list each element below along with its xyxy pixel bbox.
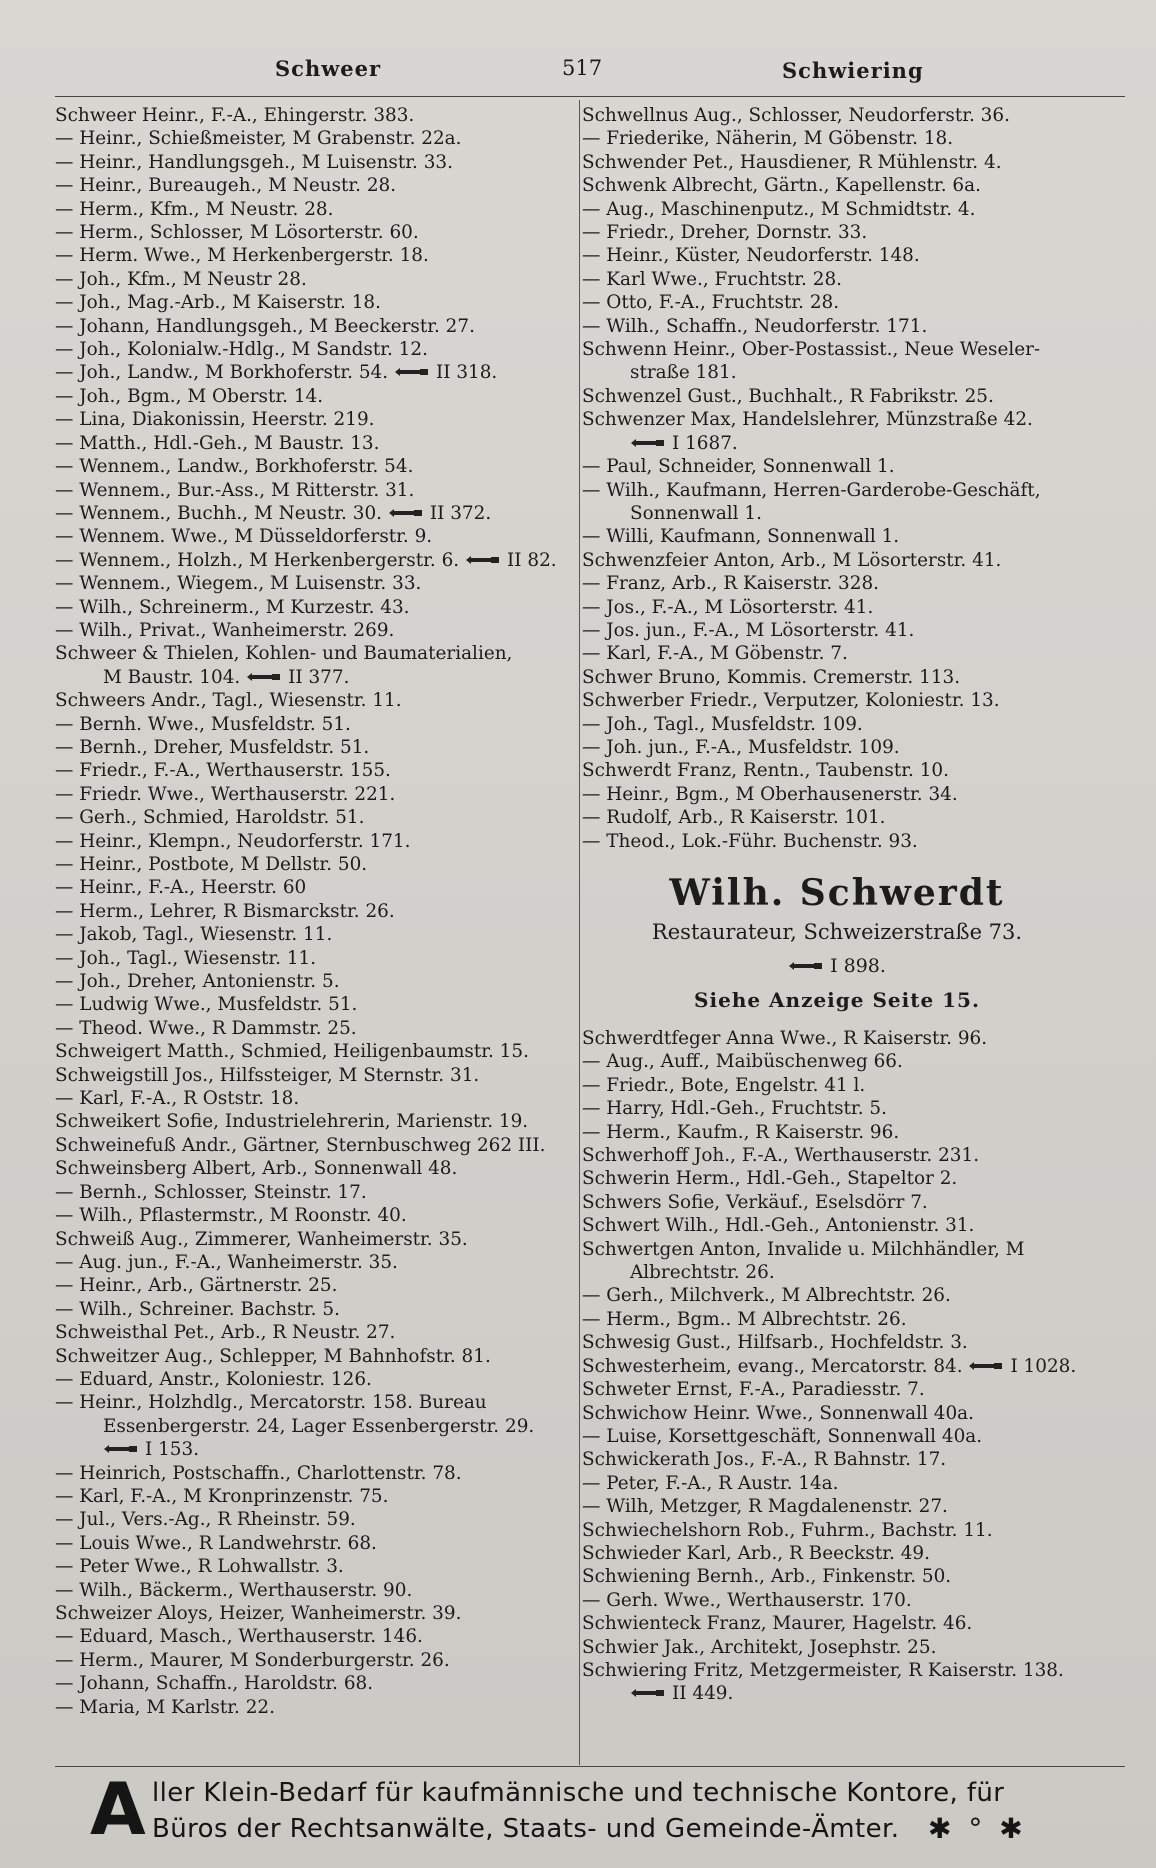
entry-text: Schwiering Fritz, Metzgermeister, R Kaiserstr. 138. (582, 1659, 1064, 1681)
list-item (55, 479, 560, 502)
list-item (582, 315, 1092, 338)
right-column-top (582, 104, 1092, 853)
entry-text: — Johann, Handlungsgeh., M Beeckerstr. 27. (55, 315, 475, 337)
entry-text: Schwienteck Franz, Maurer, Hagelstr. 46. (582, 1613, 973, 1635)
list-item (582, 1378, 1092, 1401)
list-item (582, 783, 1092, 806)
list-item (582, 244, 1092, 267)
entry-text: — Friedr., Bote, Engelstr. 41 l. (582, 1074, 866, 1096)
entry-text: Schweisthal Pet., Arb., R Neustr. 27. (55, 1322, 396, 1344)
entry-text: — Willi, Kaufmann, Sonnenwall 1. (582, 526, 900, 548)
entry-text: — Luise, Korsettgeschäft, Sonnenwall 40a. (582, 1425, 983, 1447)
list-item (55, 619, 560, 642)
list-item (55, 361, 560, 384)
list-item (55, 198, 560, 221)
list-item (55, 525, 560, 548)
entry-text: Schwier Jak., Architekt, Josephstr. 25. (582, 1636, 937, 1658)
entry-text: — Herm., Kfm., M Neustr. 28. (55, 198, 334, 220)
entry-text: straße 181. (630, 362, 737, 384)
list-item (55, 408, 560, 431)
list-item (582, 408, 1092, 431)
entry-text: — Jos., F.-A., M Lösorterstr. 41. (582, 596, 874, 618)
entry-text: Schwers Sofie, Verkäuf., Eselsdörr 7. (582, 1191, 928, 1213)
right-column (582, 104, 1092, 1706)
banner-ornament: ✱ ° ✱ (928, 1812, 1027, 1845)
entry-text: Schwerdtfeger Anna Wwe., R Kaiserstr. 96. (582, 1028, 988, 1049)
column-divider (579, 100, 580, 1765)
entry-text: — Joh., Tagl., Wiesenstr. 11. (55, 947, 317, 969)
entry-text: Schwiening Bernh., Arb., Finkenstr. 50. (582, 1566, 952, 1588)
list-item (582, 689, 1092, 712)
list-item (582, 361, 1092, 384)
list-item (55, 1532, 560, 1555)
entry-text: — Gerh., Schmied, Haroldstr. 51. (55, 807, 365, 829)
entry-text: — Rudolf, Arb., R Kaiserstr. 101. (582, 807, 886, 829)
entry-text: — Eduard, Anstr., Koloniestr. 126. (55, 1368, 372, 1390)
list-item (582, 525, 1092, 548)
advertisement (582, 871, 1092, 1017)
entry-text: — Heinr., Holzhdlg., Mercatorstr. 158. Bureau (55, 1392, 487, 1414)
list-item (582, 1261, 1092, 1284)
entry-text: — Karl, F.-A., M Kronprinzenstr. 75. (55, 1485, 389, 1507)
banner-line-2: Büros der Rechtsanwälte, Staats- und Gemeinde-Ämter. (152, 1814, 900, 1844)
list-item (582, 1659, 1092, 1682)
entry-text: — Lina, Diakonissin, Heerstr. 219. (55, 409, 375, 431)
telephone-hand-icon (465, 553, 501, 567)
entry-text: Schwer Bruno, Kommis. Cremerstr. 113. (582, 666, 961, 688)
entry-text: Schweinefuß Andr., Gärtner, Sternbuschweg 262 III. (55, 1134, 546, 1156)
footer-rule (55, 1766, 1125, 1767)
entry-text: Schweers Andr., Tagl., Wiesenstr. 11. (55, 690, 402, 712)
entry-text: — Peter Wwe., R Lohwallstr. 3. (55, 1556, 344, 1578)
header-right-word: Schwiering (782, 58, 924, 83)
list-item (55, 1087, 560, 1110)
telephone-hand-icon (788, 959, 824, 973)
phone-number: II 82. (507, 549, 557, 571)
list-item (55, 174, 560, 197)
header-rule (55, 96, 1125, 97)
entry-text: Schwesterheim, evang., Mercatorstr. 84. (582, 1355, 963, 1377)
list-item (55, 1555, 560, 1578)
entry-text: — Matth., Hdl.-Geh., M Baustr. 13. (55, 432, 380, 454)
entry-text: Albrechtstr. 26. (630, 1262, 775, 1284)
entry-text: Schwenzel Gust., Buchhalt., R Fabrikstr. 25. (582, 385, 994, 407)
entry-text: Schwieder Karl, Arb., R Beeckstr. 49. (582, 1542, 930, 1564)
list-item (582, 1402, 1092, 1425)
list-item (582, 549, 1092, 572)
ad-phone-number: I 898. (830, 955, 886, 977)
entry-text: — Aug., Auff., Maibüschenweg 66. (582, 1051, 903, 1073)
list-item (582, 502, 1092, 525)
phone-number: II 318. (435, 362, 498, 384)
entry-text: — Heinr., Bureaugeh., M Neustr. 28. (55, 175, 397, 197)
list-item (582, 221, 1092, 244)
entry-text: Schwiechelshorn Rob., Fuhrm., Bachstr. 11. (582, 1519, 993, 1541)
list-item (582, 1027, 1092, 1050)
entry-text: Essenbergerstr. 24, Lager Essenbergerstr. 29. (103, 1415, 535, 1437)
entry-text: Schwerber Friedr., Verputzer, Koloniestr. 13. (582, 690, 1000, 712)
telephone-hand-icon (246, 670, 282, 684)
phone-number: II 449. (672, 1683, 734, 1705)
list-item (55, 127, 560, 150)
ad-reference: Siehe Anzeige Seite 15. (694, 988, 980, 1012)
list-item (55, 900, 560, 923)
entry-text: — Joh., Kolonialw.-Hdlg., M Sandstr. 12. (55, 339, 428, 361)
list-item (582, 479, 1092, 502)
list-item (55, 1672, 560, 1695)
list-item (582, 806, 1092, 829)
list-item (55, 291, 560, 314)
entry-text: Schweter Ernst, F.-A., Paradiesstr. 7. (582, 1379, 925, 1401)
list-item (55, 1579, 560, 1602)
list-item (582, 1519, 1092, 1542)
list-item (55, 1345, 560, 1368)
phone-number: II 372. (429, 502, 492, 524)
entry-text: — Joh., Landw., M Borkhoferstr. 54. (55, 362, 389, 384)
entry-text: Schweitzer Aug., Schlepper, M Bahnhofstr. 81. (55, 1345, 491, 1367)
entry-text: — Wilh., Bäckerm., Werthauserstr. 90. (55, 1579, 413, 1601)
entry-text: — Herm., Bgm.. M Albrechtstr. 26. (582, 1308, 907, 1330)
entry-text: Schwenk Albrecht, Gärtn., Kapellenstr. 6a. (582, 175, 981, 197)
list-item (582, 1308, 1092, 1331)
entry-text: Schwerin Herm., Hdl.-Geh., Stapeltor 2. (582, 1168, 958, 1190)
list-item (582, 127, 1092, 150)
entry-text: — Herm., Kaufm., R Kaiserstr. 96. (582, 1121, 900, 1143)
list-item (55, 642, 560, 665)
list-item (55, 1415, 560, 1438)
list-item (55, 1391, 560, 1414)
page-header (55, 52, 1116, 92)
entry-text: — Franz, Arb., R Kaiserstr. 328. (582, 573, 879, 595)
list-item (582, 596, 1092, 619)
list-item (582, 455, 1092, 478)
entry-text: — Paul, Schneider, Sonnenwall 1. (582, 456, 895, 478)
list-item (582, 174, 1092, 197)
list-item (582, 151, 1092, 174)
list-item (55, 1508, 560, 1531)
list-item (55, 502, 560, 525)
entry-text: — Friedr. Wwe., Werthauserstr. 221. (55, 783, 396, 805)
entry-text: — Joh. jun., F.-A., Musfeldstr. 109. (582, 736, 900, 758)
list-item (582, 432, 1092, 455)
entry-text: — Theod., Lok.-Führ. Buchenstr. 93. (582, 830, 918, 852)
list-item (582, 1167, 1092, 1190)
entry-text: — Joh., Kfm., M Neustr 28. (55, 268, 307, 290)
list-item (55, 1602, 560, 1625)
entry-text: — Wilh., Schaffn., Neudorferstr. 171. (582, 315, 928, 337)
list-item (55, 315, 560, 338)
list-item (582, 1331, 1092, 1354)
entry-text: — Friedr., F.-A., Werthauserstr. 155. (55, 760, 391, 782)
entry-text: Schweer Heinr., F.-A., Ehingerstr. 383. (55, 105, 415, 126)
header-left-word: Schweer (275, 56, 382, 81)
list-item (582, 830, 1092, 853)
list-item (55, 1228, 560, 1251)
list-item (55, 1204, 560, 1227)
entry-text: — Wilh., Schreiner. Bachstr. 5. (55, 1298, 340, 1320)
telephone-hand-icon (630, 436, 666, 450)
left-column (55, 104, 560, 1719)
entry-text: — Harry, Hdl.-Geh., Fruchtstr. 5. (582, 1098, 887, 1120)
list-item (582, 1636, 1092, 1659)
list-item (55, 385, 560, 408)
entry-text: — Bernh., Schlosser, Steinstr. 17. (55, 1181, 367, 1203)
entry-text: — Ludwig Wwe., Musfeldstr. 51. (55, 994, 358, 1016)
ad-name: Wilh. Schwerdt (669, 872, 1005, 914)
telephone-hand-icon (394, 365, 430, 379)
list-item (582, 1191, 1092, 1214)
entry-text: Schweigstill Jos., Hilfssteiger, M Sternstr. 31. (55, 1064, 480, 1086)
list-item (582, 1448, 1092, 1471)
list-item (55, 455, 560, 478)
entry-text: — Friedr., Dreher, Dornstr. 33. (582, 222, 868, 244)
list-item (582, 1472, 1092, 1495)
entry-text: — Heinr., Küster, Neudorferstr. 148. (582, 245, 920, 267)
list-item (55, 1321, 560, 1344)
entry-text: — Wennem., Landw., Borkhoferstr. 54. (55, 456, 414, 478)
list-item (55, 876, 560, 899)
entry-text: — Heinr., Klempn., Neudorferstr. 171. (55, 830, 411, 852)
entry-text: Schwenzfeier Anton, Arb., M Lösorterstr. 41. (582, 549, 1002, 571)
entry-text: Schweiß Aug., Zimmerer, Wanheimerstr. 35. (55, 1228, 468, 1250)
list-item (55, 1017, 560, 1040)
entry-text: — Heinr., Handlungsgeh., M Luisenstr. 33. (55, 151, 453, 173)
list-item (55, 268, 560, 291)
list-item (55, 970, 560, 993)
entry-text: — Wilh., Pflastermstr., M Roonstr. 40. (55, 1205, 407, 1227)
entry-text: — Heinr., F.-A., Heerstr. 60 (55, 877, 307, 899)
list-item (582, 619, 1092, 642)
entry-text: Schwellnus Aug., Schlosser, Neudorferstr. 36. (582, 105, 1010, 126)
entry-text: — Wennem., Bur.-Ass., M Ritterstr. 31. (55, 479, 415, 501)
entry-text: — Wilh., Schreinerm., M Kurzestr. 43. (55, 596, 410, 618)
phone-number: I 1028. (1010, 1355, 1077, 1377)
list-item (55, 1368, 560, 1391)
entry-text: Schwender Pet., Hausdiener, R Mühlenstr. 4. (582, 151, 1002, 173)
entry-text: Schweigert Matth., Schmied, Heiligenbaumstr. 15. (55, 1041, 529, 1063)
entry-text: — Joh., Bgm., M Oberstr. 14. (55, 385, 324, 407)
page-number: 517 (562, 56, 603, 80)
entry-text: — Wennem., Buchh., M Neustr. 30. (55, 502, 382, 524)
list-item (582, 338, 1092, 361)
list-item (582, 1425, 1092, 1448)
entry-text: — Aug. jun., F.-A., Wanheimerstr. 35. (55, 1251, 398, 1273)
list-item (582, 1495, 1092, 1518)
list-item (582, 759, 1092, 782)
list-item (582, 642, 1092, 665)
entry-text: Schwert Wilh., Hdl.-Geh., Antonienstr. 31. (582, 1215, 975, 1237)
entry-text: Schwesig Gust., Hilfsarb., Hochfeldstr. 3. (582, 1332, 968, 1354)
banner-initial: A (90, 1767, 146, 1851)
entry-text: — Wennem. Wwe., M Düsseldorferstr. 9. (55, 526, 433, 548)
entry-text: Schwertgen Anton, Invalide u. Milchhändler, M (582, 1238, 1025, 1260)
entry-text: — Wilh, Metzger, R Magdalenenstr. 27. (582, 1496, 948, 1518)
entry-text: — Jakob, Tagl., Wiesenstr. 11. (55, 924, 333, 946)
entry-text: — Heinr., Postbote, M Dellstr. 50. (55, 854, 368, 875)
list-item (55, 1438, 560, 1461)
entry-text: Schwenn Heinr., Ober-Postassist., Neue Weseler- (582, 339, 1041, 361)
list-item (55, 666, 560, 689)
entry-text: Schweizer Aloys, Heizer, Wanheimerstr. 39. (55, 1603, 462, 1624)
list-item (55, 1625, 560, 1648)
entry-text: — Friederike, Näherin, M Göbenstr. 18. (582, 128, 954, 150)
entry-text: Schwerdt Franz, Rentn., Taubenstr. 10. (582, 760, 949, 782)
entry-text: — Karl, F.-A., M Göbenstr. 7. (582, 643, 848, 665)
list-item (582, 1144, 1092, 1167)
ad-phone (582, 949, 1092, 983)
telephone-hand-icon (630, 1686, 666, 1700)
entry-text: — Wennem., Holzh., M Herkenbergerstr. 6. (55, 549, 460, 571)
entry-text: — Wilh., Kaufmann, Herren-Garderobe-Geschäft, (582, 479, 1041, 501)
entry-text: — Otto, F.-A., Fruchtstr. 28. (582, 292, 840, 314)
phone-number: II 377. (288, 666, 350, 688)
list-item (55, 151, 560, 174)
footer-banner (90, 1767, 1090, 1851)
banner-line-1: ller Klein-Bedarf für kaufmännische und technische Kontore, für (152, 1778, 1005, 1808)
list-item (55, 596, 560, 619)
list-item (55, 1485, 560, 1508)
list-item (582, 198, 1092, 221)
entry-text: Sonnenwall 1. (630, 502, 762, 524)
entry-text: Schwickerath Jos., F.-A., R Bahnstr. 17. (582, 1449, 947, 1471)
entry-text: — Herm., Lehrer, R Bismarckstr. 26. (55, 900, 395, 922)
entry-text: — Aug., Maschinenputz., M Schmidtstr. 4. (582, 198, 976, 220)
entry-text: — Gerh. Wwe., Werthauserstr. 170. (582, 1589, 912, 1611)
list-item (582, 1121, 1092, 1144)
list-item (55, 1274, 560, 1297)
right-column-bottom (582, 1027, 1092, 1706)
entry-text: — Joh., Dreher, Antonienstr. 5. (55, 971, 340, 993)
list-item (55, 806, 560, 829)
list-item (55, 1181, 560, 1204)
list-item (582, 1097, 1092, 1120)
list-item (55, 1696, 560, 1719)
list-item (55, 830, 560, 853)
entry-text: Schwerhoff Joh., F.-A., Werthauserstr. 231. (582, 1145, 980, 1167)
entry-text: — Heinr., Bgm., M Oberhausenerstr. 34. (582, 783, 958, 805)
list-item (55, 689, 560, 712)
entry-text: Schweikert Sofie, Industrielehrerin, Marienstr. 19. (55, 1111, 529, 1133)
entry-text: — Wilh., Privat., Wanheimerstr. 269. (55, 619, 395, 641)
telephone-hand-icon (103, 1442, 139, 1456)
entry-text: — Herm., Schlosser, M Lösorterstr. 60. (55, 222, 419, 244)
list-item (582, 1050, 1092, 1073)
list-item (55, 244, 560, 267)
entry-text: — Karl Wwe., Fruchtstr. 28. (582, 268, 842, 290)
list-item (582, 1589, 1092, 1612)
phone-number: I 1687. (672, 432, 738, 454)
list-item (55, 221, 560, 244)
entry-text: — Theod. Wwe., R Dammstr. 25. (55, 1017, 357, 1039)
ad-line: Restaurateur, Schweizerstraße 73. (651, 920, 1023, 944)
list-item (582, 1565, 1092, 1588)
list-item (582, 1542, 1092, 1565)
entry-text: Schwenzer Max, Handelslehrer, Münzstraße 42. (582, 409, 1033, 431)
list-item (582, 736, 1092, 759)
entry-text: — Joh., Tagl., Musfeldstr. 109. (582, 713, 863, 735)
entry-text: — Herm. Wwe., M Herkenbergerstr. 18. (55, 245, 429, 267)
entry-text: Schweinsberg Albert, Arb., Sonnenwall 48. (55, 1158, 458, 1180)
list-item (55, 947, 560, 970)
list-item (55, 736, 560, 759)
list-item (55, 104, 560, 127)
phone-number: I 153. (145, 1439, 200, 1461)
list-item (55, 1649, 560, 1672)
list-item (55, 572, 560, 595)
entry-text: — Johann, Schaffn., Haroldstr. 68. (55, 1673, 374, 1695)
entry-text: — Heinrich, Postschaffn., Charlottenstr. 78. (55, 1462, 462, 1484)
list-item (582, 713, 1092, 736)
entry-text: — Karl, F.-A., R Oststr. 18. (55, 1088, 300, 1110)
list-item (55, 1157, 560, 1180)
list-item (582, 1355, 1092, 1378)
entry-text: — Louis Wwe., R Landwehrstr. 68. (55, 1532, 377, 1554)
list-item (582, 572, 1092, 595)
entry-text: — Heinr., Schießmeister, M Grabenstr. 22a. (55, 128, 462, 150)
list-item (55, 1462, 560, 1485)
entry-text: — Jos. jun., F.-A., M Lösorterstr. 41. (582, 619, 915, 641)
entry-text: — Wennem., Wiegem., M Luisenstr. 33. (55, 573, 422, 595)
entry-text: — Peter, F.-A., R Austr. 14a. (582, 1472, 839, 1494)
list-item (582, 104, 1092, 127)
entry-text: — Eduard, Masch., Werthauserstr. 146. (55, 1626, 423, 1648)
list-item (55, 783, 560, 806)
entry-text: — Heinr., Arb., Gärtnerstr. 25. (55, 1275, 338, 1297)
list-item (582, 1284, 1092, 1307)
list-item (582, 666, 1092, 689)
entry-text: Schwichow Heinr. Wwe., Sonnenwall 40a. (582, 1402, 974, 1424)
entry-text: M Baustr. 104. (103, 666, 241, 688)
list-item (55, 1134, 560, 1157)
entry-text: — Herm., Maurer, M Sonderburgerstr. 26. (55, 1649, 450, 1671)
telephone-hand-icon (388, 506, 424, 520)
list-item (55, 1110, 560, 1133)
list-item (55, 432, 560, 455)
entry-text: — Joh., Mag.-Arb., M Kaiserstr. 18. (55, 292, 381, 314)
list-item (55, 549, 560, 572)
list-item (55, 993, 560, 1016)
list-item (582, 385, 1092, 408)
entry-text: — Maria, M Karlstr. 22. (55, 1696, 275, 1718)
list-item (55, 1040, 560, 1063)
entry-text: Schweer & Thielen, Kohlen- und Baumaterialien, (55, 643, 513, 665)
list-item (582, 1214, 1092, 1237)
list-item (55, 923, 560, 946)
list-item (582, 1612, 1092, 1635)
list-item (582, 1238, 1092, 1261)
list-item (55, 853, 560, 876)
list-item (55, 1064, 560, 1087)
list-item (55, 759, 560, 782)
entry-text: — Gerh., Milchverk., M Albrechtstr. 26. (582, 1285, 951, 1307)
list-item (55, 338, 560, 361)
list-item (55, 713, 560, 736)
list-item (582, 268, 1092, 291)
list-item (582, 291, 1092, 314)
list-item (55, 1298, 560, 1321)
entry-text: — Jul., Vers.-Ag., R Rheinstr. 59. (55, 1509, 356, 1531)
list-item (55, 1251, 560, 1274)
telephone-hand-icon (968, 1359, 1004, 1373)
list-item (582, 1682, 1092, 1705)
list-item (582, 1074, 1092, 1097)
entry-text: — Bernh. Wwe., Musfeldstr. 51. (55, 713, 351, 735)
entry-text: — Bernh., Dreher, Musfeldstr. 51. (55, 736, 370, 758)
